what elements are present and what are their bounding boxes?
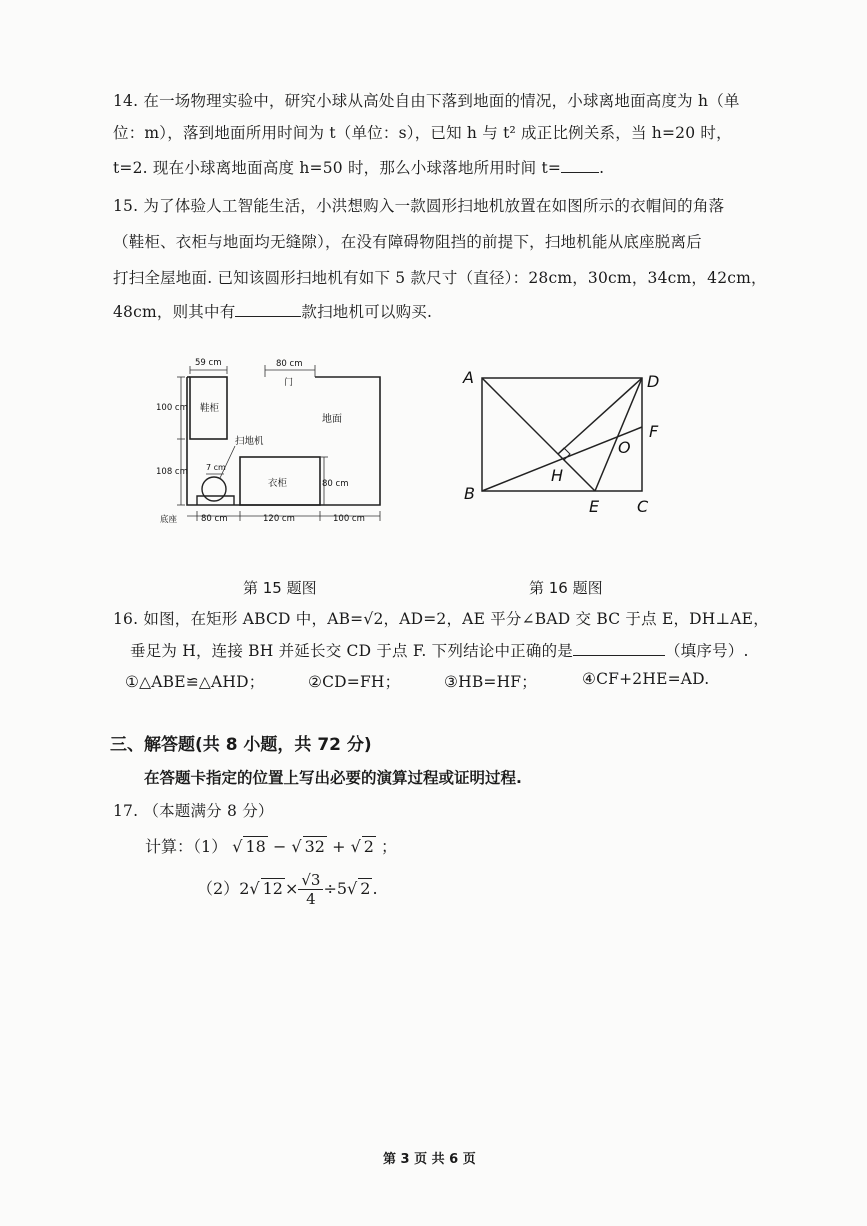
fig16-segment-AE bbox=[482, 378, 595, 491]
fig15-label-w80top: 80 cm bbox=[276, 359, 303, 369]
q17-compute-label: 计算： bbox=[145, 837, 194, 856]
fig15-label-shoe: 鞋柜 bbox=[200, 403, 220, 414]
q17-p1-minus: − bbox=[272, 837, 287, 856]
fig16-point-E: E bbox=[589, 497, 600, 516]
q17-p2-end: . bbox=[372, 879, 378, 898]
fig15-label-w100: 100 cm bbox=[333, 514, 365, 524]
q17-p2-denominator: 4 bbox=[306, 890, 316, 908]
q15-line3: 打扫全屋地面. 已知该圆形扫地机有如下 5 款尺寸（直径）：28cm，30cm，34cm，42cm， bbox=[113, 269, 767, 287]
section-3-instruction: 在答题卡指定的位置上写出必要的演算过程或证明过程. bbox=[144, 769, 522, 787]
figure-15-diagram bbox=[150, 350, 400, 530]
q16-option-4: ④CF+2HE=AD. bbox=[582, 670, 710, 688]
fig16-point-C: C bbox=[637, 497, 649, 516]
fig16-point-D: D bbox=[647, 372, 660, 391]
q14-line2: 位：m），落到地面所用时间为 t（单位：s），已知 h 与 t² 成正比例关系，当 h=20 时， bbox=[113, 124, 732, 142]
figure-16-diagram bbox=[455, 362, 685, 522]
q17-p1-plus: + bbox=[332, 837, 346, 856]
fig15-caption: 第 15 题图 bbox=[243, 579, 317, 597]
q15-line1: 15. 为了体验人工智能生活，小洪想购入一款圆形扫地机放置在如图所示的衣帽间的角落 bbox=[113, 197, 725, 215]
fig16-caption: 第 16 题图 bbox=[529, 579, 603, 597]
q17-p1-radicand-1: 18 bbox=[245, 837, 266, 856]
fig15-label-w80bot: 80 cm bbox=[201, 514, 228, 524]
q16-line2 bbox=[130, 639, 749, 661]
fig15-label-h108: 108 cm bbox=[156, 467, 188, 477]
q17-p2-radicand-2: 2 bbox=[360, 879, 371, 898]
page-footer: 第 3 页 共 6 页 bbox=[383, 1152, 476, 1167]
q15-answer-blank[interactable] bbox=[235, 302, 301, 317]
q16-option-1: ①△ABE≌△AHD； bbox=[125, 673, 265, 691]
fig15-label-robot: 扫地机 bbox=[235, 436, 264, 447]
fig15-label-d7: 7 cm bbox=[206, 463, 226, 472]
q14-line1: 14. 在一场物理实验中，研究小球从高处自由下落到地面的情况，小球离地面高度为 h（单 bbox=[113, 92, 740, 110]
q16-option-2: ②CD=FH； bbox=[308, 673, 401, 691]
fig16-point-H: H bbox=[551, 466, 564, 485]
q17-p2-radicand-1: 12 bbox=[262, 879, 283, 898]
q17-p2-div: ÷5 bbox=[323, 879, 348, 898]
fig15-label-base: 底座 bbox=[160, 515, 178, 525]
q17-p2-numerator: √3 bbox=[298, 871, 323, 890]
fig16-point-O: O bbox=[618, 438, 631, 457]
q17-p1-radicand-3: 2 bbox=[363, 837, 374, 856]
fig15-label-w59: 59 cm bbox=[195, 358, 222, 368]
q17-p1-end: ； bbox=[381, 837, 398, 856]
fig16-segment-DE bbox=[595, 378, 642, 491]
fig16-point-F: F bbox=[649, 422, 659, 441]
fig15-label-h100: 100 cm bbox=[156, 403, 188, 413]
q14-line3 bbox=[113, 156, 604, 178]
fig15-label-wardrobe: 衣柜 bbox=[268, 478, 288, 489]
q17-part1-label: （1） bbox=[193, 837, 228, 856]
q16-answer-blank[interactable] bbox=[573, 641, 665, 656]
q17-part1: 计算：（1） √ 18 − √ 32 + √ 2 ； bbox=[145, 837, 398, 856]
q15-line4-text: 48cm，则其中有 bbox=[113, 303, 236, 321]
q17-p2-coef: 2 bbox=[239, 879, 250, 898]
q17-header: 17. （本题满分 8 分） bbox=[113, 802, 274, 820]
q14-line3-text: t=2. 现在小球离地面高度 h=50 时，那么小球落地所用时间 t= bbox=[113, 159, 562, 177]
q16-line1: 16. 如图，在矩形 ABCD 中，AB=√2，AD=2，AE 平分∠BAD 交 BC 于点 E，DH⊥AE， bbox=[113, 610, 769, 628]
q17-part2-label: （2） bbox=[197, 879, 240, 898]
fig15-label-floor: 地面 bbox=[322, 414, 342, 425]
fig16-point-A: A bbox=[463, 368, 474, 387]
fig15-robot-circle bbox=[202, 477, 226, 501]
q14-answer-blank[interactable] bbox=[561, 158, 599, 173]
fig16-point-B: B bbox=[464, 484, 475, 503]
q15-line4 bbox=[113, 300, 432, 322]
section-3-title: 三、解答题(共 8 小题，共 72 分) bbox=[110, 735, 372, 755]
q15-line4-end: 款扫地机可以购买. bbox=[301, 303, 433, 321]
fig15-label-w120: 120 cm bbox=[263, 514, 295, 524]
q16-line2-end: （填序号）. bbox=[664, 642, 749, 660]
q16-option-3: ③HB=HF； bbox=[444, 673, 537, 691]
q16-line2-text: 垂足为 H，连接 BH 并延长交 CD 于点 F. 下列结论中正确的是 bbox=[130, 642, 573, 660]
q17-part2: （2）2√ 12 × $\frac{√3}{4}$ ÷5√ 2 . bbox=[197, 871, 378, 908]
q17-p1-radicand-2: 32 bbox=[304, 837, 325, 856]
fig15-label-h80: 80 cm bbox=[322, 479, 349, 489]
fig15-label-door: 门 bbox=[284, 378, 294, 388]
q14-line3-end: . bbox=[599, 159, 605, 177]
q17-p2-fraction bbox=[298, 871, 323, 908]
q17-p2-times: × bbox=[284, 879, 299, 898]
q15-line2: （鞋柜、衣柜与地面均无缝隙），在没有障碍物阻挡的前提下，扫地机能从底座脱离后 bbox=[113, 233, 702, 251]
